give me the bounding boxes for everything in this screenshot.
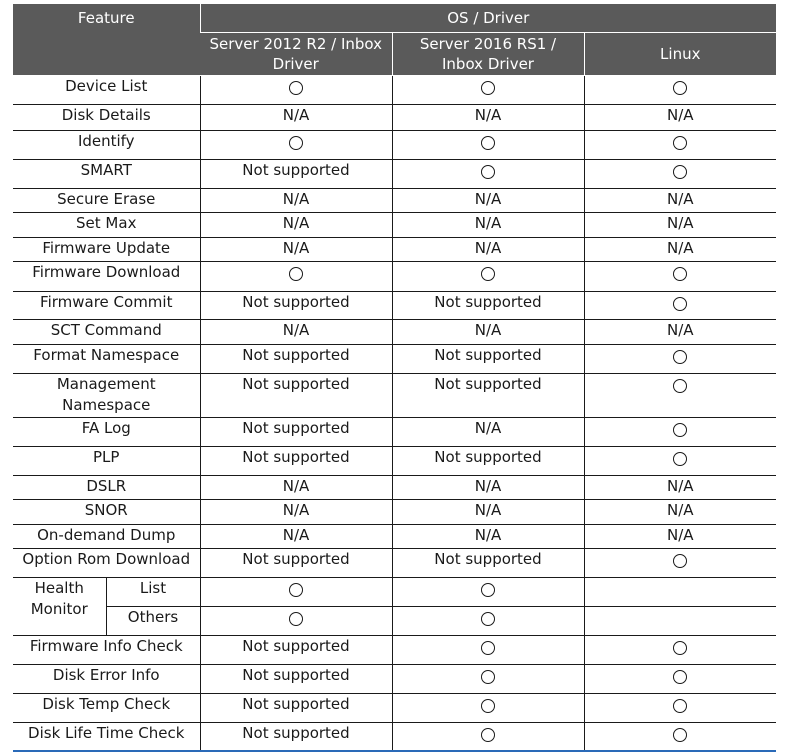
supported-circle-icon — [289, 612, 303, 626]
supported-circle-icon — [481, 699, 495, 713]
table-row — [13, 446, 776, 475]
supported-circle-icon — [673, 81, 687, 95]
table-row — [13, 373, 776, 417]
status-cell: Not supported — [200, 693, 392, 722]
feature-name-cell: On-demand Dump — [13, 524, 200, 548]
feature-name-cell: SMART — [13, 159, 200, 188]
feature-name-cell: Set Max — [13, 212, 200, 237]
table-row — [13, 577, 776, 606]
status-cell: N/A — [200, 104, 392, 130]
supported-circle-cell — [200, 261, 392, 291]
status-cell: N/A — [584, 104, 776, 130]
status-cell: Not supported — [200, 291, 392, 319]
feature-name-cell: Firmware Commit — [13, 291, 200, 319]
supported-circle-cell — [584, 446, 776, 475]
table-row — [13, 475, 776, 499]
supported-circle-icon — [481, 267, 495, 281]
status-cell: N/A — [392, 104, 584, 130]
supported-circle-icon — [481, 670, 495, 684]
status-cell: N/A — [584, 237, 776, 261]
supported-circle-icon — [673, 641, 687, 655]
table-row — [13, 693, 776, 722]
status-cell: N/A — [584, 524, 776, 548]
header-os-driver: OS / Driver — [200, 4, 776, 32]
status-cell: Not supported — [200, 446, 392, 475]
supported-circle-icon — [289, 81, 303, 95]
supported-circle-icon — [481, 641, 495, 655]
table-row — [13, 524, 776, 548]
table-row — [13, 344, 776, 373]
supported-circle-cell — [200, 606, 392, 635]
feature-name-cell: Disk Life Time Check — [13, 722, 200, 751]
supported-circle-cell — [392, 130, 584, 159]
supported-circle-cell — [584, 159, 776, 188]
feature-support-table — [13, 4, 776, 752]
status-cell: N/A — [392, 237, 584, 261]
feature-name-cell: Format Namespace — [13, 344, 200, 373]
supported-circle-icon — [673, 350, 687, 364]
status-cell: Not supported — [200, 635, 392, 664]
supported-circle-cell — [584, 664, 776, 693]
table-row — [13, 664, 776, 693]
supported-circle-cell — [392, 577, 584, 606]
table-row — [13, 291, 776, 319]
supported-circle-cell — [200, 130, 392, 159]
supported-circle-icon — [481, 81, 495, 95]
supported-circle-cell — [392, 261, 584, 291]
status-cell: N/A — [200, 188, 392, 212]
status-cell: N/A — [200, 499, 392, 524]
supported-circle-cell — [584, 722, 776, 751]
feature-name-cell: Device List — [13, 75, 200, 104]
feature-name-cell: Identify — [13, 130, 200, 159]
status-cell: N/A — [392, 417, 584, 446]
status-cell: N/A — [200, 475, 392, 499]
supported-circle-cell — [584, 261, 776, 291]
status-cell: N/A — [584, 212, 776, 237]
supported-circle-cell — [392, 664, 584, 693]
supported-circle-icon — [481, 583, 495, 597]
status-cell: N/A — [584, 475, 776, 499]
feature-name-cell: FA Log — [13, 417, 200, 446]
status-cell: Not supported — [392, 548, 584, 577]
feature-name-cell: SNOR — [13, 499, 200, 524]
table-row — [13, 75, 776, 104]
supported-circle-cell — [392, 159, 584, 188]
supported-circle-cell — [584, 373, 776, 417]
status-cell: Not supported — [392, 344, 584, 373]
status-cell: N/A — [200, 212, 392, 237]
status-cell: N/A — [392, 524, 584, 548]
status-cell: N/A — [392, 212, 584, 237]
feature-name-cell: Firmware Info Check — [13, 635, 200, 664]
supported-circle-cell — [392, 635, 584, 664]
supported-circle-cell — [392, 606, 584, 635]
supported-circle-icon — [673, 267, 687, 281]
status-cell: N/A — [392, 319, 584, 344]
status-cell: Not supported — [200, 722, 392, 751]
status-cell: Not supported — [200, 417, 392, 446]
header-feature: Feature — [13, 4, 200, 75]
table-row — [13, 548, 776, 577]
supported-circle-cell — [584, 635, 776, 664]
status-cell: Not supported — [392, 373, 584, 417]
supported-circle-cell — [584, 130, 776, 159]
status-cell: N/A — [392, 499, 584, 524]
feature-name-cell: Others — [106, 606, 200, 635]
feature-name-cell: Firmware Update — [13, 237, 200, 261]
table-row — [13, 499, 776, 524]
feature-name-cell: Secure Erase — [13, 188, 200, 212]
feature-name-cell: SCT Command — [13, 319, 200, 344]
table-row — [13, 159, 776, 188]
status-cell — [584, 606, 776, 635]
supported-circle-cell — [392, 693, 584, 722]
table-row — [13, 319, 776, 344]
supported-circle-icon — [289, 267, 303, 281]
status-cell: N/A — [392, 188, 584, 212]
status-cell: N/A — [200, 524, 392, 548]
table-row — [13, 104, 776, 130]
supported-circle-icon — [673, 699, 687, 713]
supported-circle-icon — [481, 728, 495, 742]
table-row — [13, 417, 776, 446]
supported-circle-cell — [392, 722, 584, 751]
status-cell: Not supported — [200, 373, 392, 417]
status-cell: Not supported — [200, 664, 392, 693]
table-row — [13, 261, 776, 291]
table-row — [13, 635, 776, 664]
feature-name-cell: Disk Temp Check — [13, 693, 200, 722]
supported-circle-icon — [673, 165, 687, 179]
table-row — [13, 212, 776, 237]
feature-name-cell: DSLR — [13, 475, 200, 499]
health-monitor-label: Health Monitor — [13, 577, 106, 635]
feature-name-cell: List — [106, 577, 200, 606]
table-body — [13, 75, 776, 751]
feature-name-cell: Option Rom Download — [13, 548, 200, 577]
supported-circle-cell — [584, 548, 776, 577]
status-cell: N/A — [584, 499, 776, 524]
status-cell: Not supported — [200, 159, 392, 188]
status-cell: N/A — [392, 475, 584, 499]
supported-circle-cell — [200, 75, 392, 104]
status-cell — [584, 577, 776, 606]
status-cell: Not supported — [392, 446, 584, 475]
status-cell: Not supported — [200, 344, 392, 373]
header-server-2016: Server 2016 RS1 / Inbox Driver — [392, 32, 584, 75]
table-row — [13, 237, 776, 261]
supported-circle-icon — [481, 165, 495, 179]
supported-circle-icon — [673, 554, 687, 568]
supported-circle-icon — [673, 423, 687, 437]
status-cell: N/A — [200, 237, 392, 261]
feature-name-cell: Disk Error Info — [13, 664, 200, 693]
status-cell: Not supported — [392, 291, 584, 319]
supported-circle-icon — [673, 136, 687, 150]
supported-circle-icon — [673, 297, 687, 311]
supported-circle-cell — [584, 344, 776, 373]
supported-circle-cell — [392, 75, 584, 104]
supported-circle-cell — [200, 577, 392, 606]
supported-circle-icon — [481, 612, 495, 626]
status-cell: N/A — [584, 188, 776, 212]
status-cell: Not supported — [200, 548, 392, 577]
supported-circle-cell — [584, 693, 776, 722]
table-row — [13, 188, 776, 212]
supported-circle-icon — [289, 583, 303, 597]
table-row — [13, 130, 776, 159]
table-row — [13, 722, 776, 751]
supported-circle-icon — [673, 728, 687, 742]
supported-circle-cell — [584, 417, 776, 446]
supported-circle-cell — [584, 291, 776, 319]
feature-name-cell: Disk Details — [13, 104, 200, 130]
feature-name-cell: Management Namespace — [13, 373, 200, 417]
supported-circle-icon — [481, 136, 495, 150]
supported-circle-icon — [289, 136, 303, 150]
status-cell: N/A — [200, 319, 392, 344]
supported-circle-cell — [584, 75, 776, 104]
feature-name-cell: PLP — [13, 446, 200, 475]
table-row — [13, 606, 776, 635]
status-cell: N/A — [584, 319, 776, 344]
feature-name-cell: Firmware Download — [13, 261, 200, 291]
supported-circle-icon — [673, 452, 687, 466]
supported-circle-icon — [673, 670, 687, 684]
header-server-2012: Server 2012 R2 / Inbox Driver — [200, 32, 392, 75]
supported-circle-icon — [673, 379, 687, 393]
header-linux: Linux — [584, 32, 776, 75]
